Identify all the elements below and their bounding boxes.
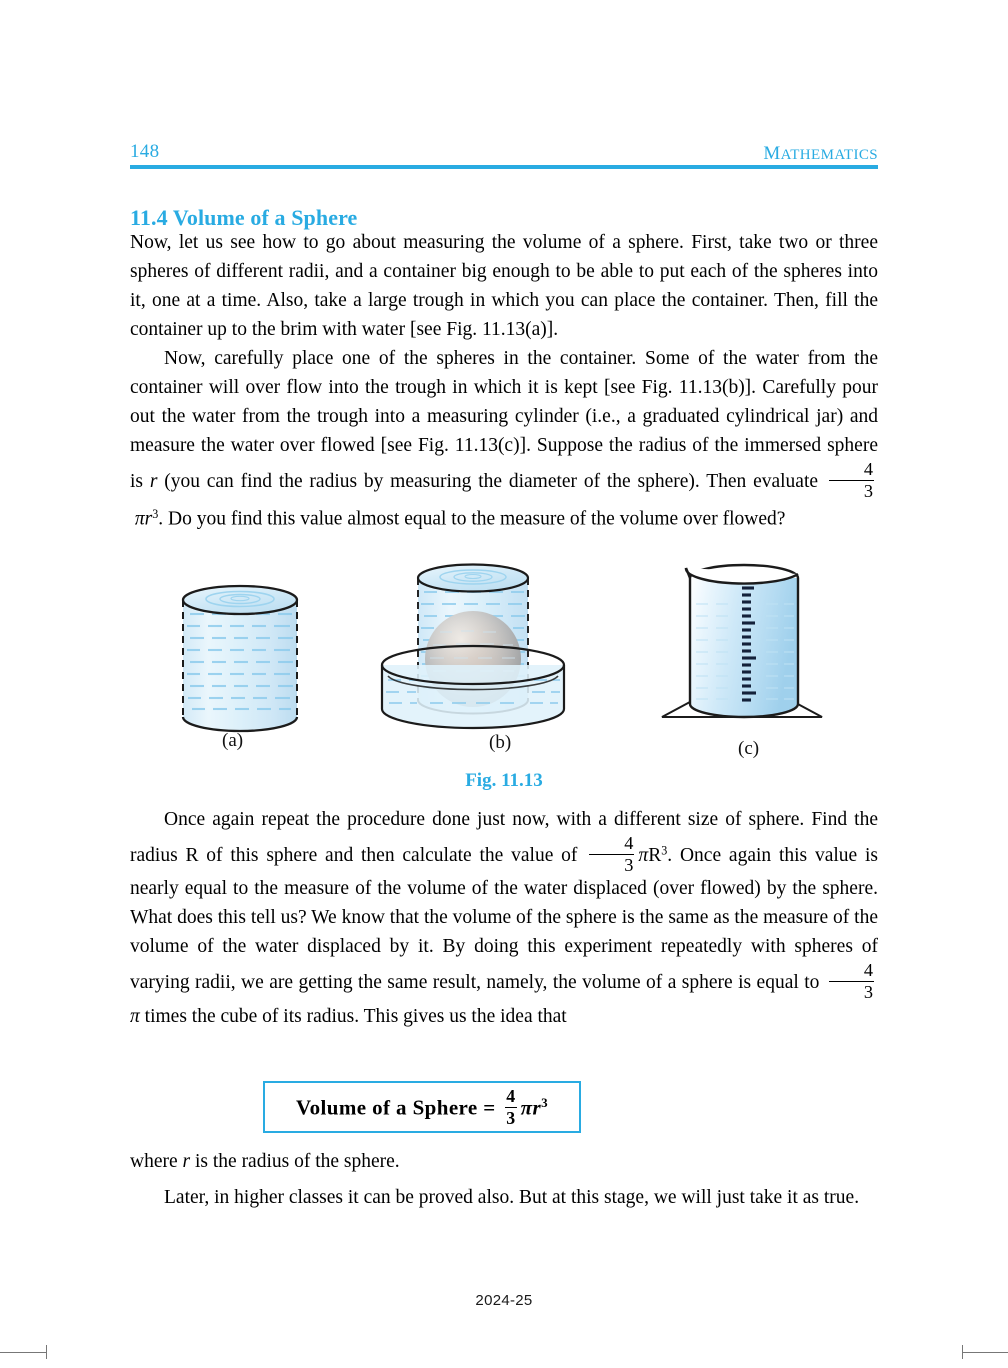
crop-mark-bottom-right-vertical [962,1345,963,1359]
figure-label-b: (b) [489,732,512,753]
header-rule [130,165,878,169]
paragraph-intro-text: Now, let us see how to go about measuring the volume of a sphere. First, take two or three spheres of different radii, and a container big enough to be able to put each of the spheres into it, one at a time. Also, take a large trough in which you can place the container. Then, fill the container up to the brim with water [see Fig. 11.13(a)]. [130,232,878,340]
fraction-denominator: 3 [624,854,634,875]
pi-symbol-3: π [130,1005,140,1027]
exponent-three-formula: 3 [541,1095,548,1111]
page-number: 148 [130,141,160,162]
fraction-four-thirds-3 [827,961,876,1001]
figure-11-13-svg [130,552,878,757]
figure-11-13 [130,552,878,757]
paragraph-repeat [130,805,878,1031]
fraction-numerator: 4 [863,459,873,479]
figure-b-group [382,565,564,729]
volume-formula-box [263,1081,581,1133]
figure-label-a: (a) [222,730,244,751]
exponent-three-2: 3 [661,843,668,858]
fraction-numerator: 4 [863,960,873,981]
book-title-rest: ATHEMATICS [780,147,878,163]
paragraph-where-r [130,1147,878,1176]
radius-symbol-formula: r [532,1095,542,1120]
book-title [763,143,878,165]
variable-r-inline: r [149,471,158,493]
section-heading: 11.4 Volume of a Sphere [130,205,358,231]
paragraph-repeat-text-a: Once again repeat the procedure done just now, with a different size of sphere. Find the radius R of this sphere and then calculate the value of [130,809,878,867]
radius-symbol-1: r [144,509,153,531]
crop-mark-bottom-left-vertical [46,1345,47,1359]
fraction-numerator: 4 [506,1086,516,1107]
fraction-four-thirds-1 [827,460,876,500]
variable-r-where: r [182,1151,191,1172]
pi-symbol-2: π [638,845,649,867]
paragraph-intro [130,228,878,344]
footer-year: 2024-25 [475,1292,533,1309]
radius-symbol-R: R [648,845,662,867]
fraction-numerator: 4 [624,833,634,853]
paragraph-procedure-text-b: (you can find the radius by measuring the diameter of the sphere). Then evaluate [157,471,825,493]
fraction-four-thirds-2 [587,834,636,874]
fraction-denominator: 3 [863,480,873,501]
figure-label-c: (c) [738,738,760,759]
figure-c-group [662,565,822,717]
paragraph-procedure-text-c: . Do you find this value almost equal to the measure of the volume over flowed? [158,509,786,531]
fraction-denominator: 3 [863,982,873,1003]
exponent-three-1: 3 [152,507,159,522]
paragraph-repeat-text-c: times the cube of its radius. This gives us the idea that [139,1005,567,1027]
pi-symbol-1: π [134,509,145,531]
formula-label: Volume of a Sphere = [295,1095,496,1120]
paragraph-where-text-a: where [130,1151,183,1172]
crop-mark-bottom-right-horizontal [962,1352,1008,1353]
paragraph-later-proof [130,1183,878,1212]
fraction-four-thirds-formula [503,1087,518,1126]
paragraph-repeat-text-b: . Once again this value is nearly equal to the measure of the volume of the water displaced (over flowed) by the sphere. What does this tell us? We know that the volume of the sphere is the same as the measure of the volume of the water displaced by it. By doing this experiment repeatedly with spheres of varying radii, we are getting the same result, namely, the volume of a sphere is equal to [130,845,878,994]
pi-symbol-formula: π [520,1095,533,1120]
paragraph-later-proof-text: Later, in higher classes it can be proved also. But at this stage, we will just take it as true. [164,1187,860,1208]
figure-a-group [183,586,297,731]
paragraph-procedure-text-a: Now, carefully place one of the spheres in the container. Some of the water from the container will over flow into the trough in which it is kept [see Fig. 11.13(b)]. Carefully pour out the water from the trough into a measuring cylinder (i.e., a graduated cylindrical jar) and measure the water over flowed [see Fig. 11.13(c)]. Suppose the radius of the immersed sphere is [130,348,878,493]
volume-formula-text [296,1087,548,1126]
paragraph-where-text-b: is the radius of the sphere. [190,1151,400,1172]
paragraph-procedure [130,344,878,534]
fraction-denominator: 3 [506,1107,516,1128]
figure-caption: Fig. 11.13 [465,770,543,791]
crop-mark-bottom-left-horizontal [0,1352,46,1353]
book-title-initial: M [763,143,781,164]
